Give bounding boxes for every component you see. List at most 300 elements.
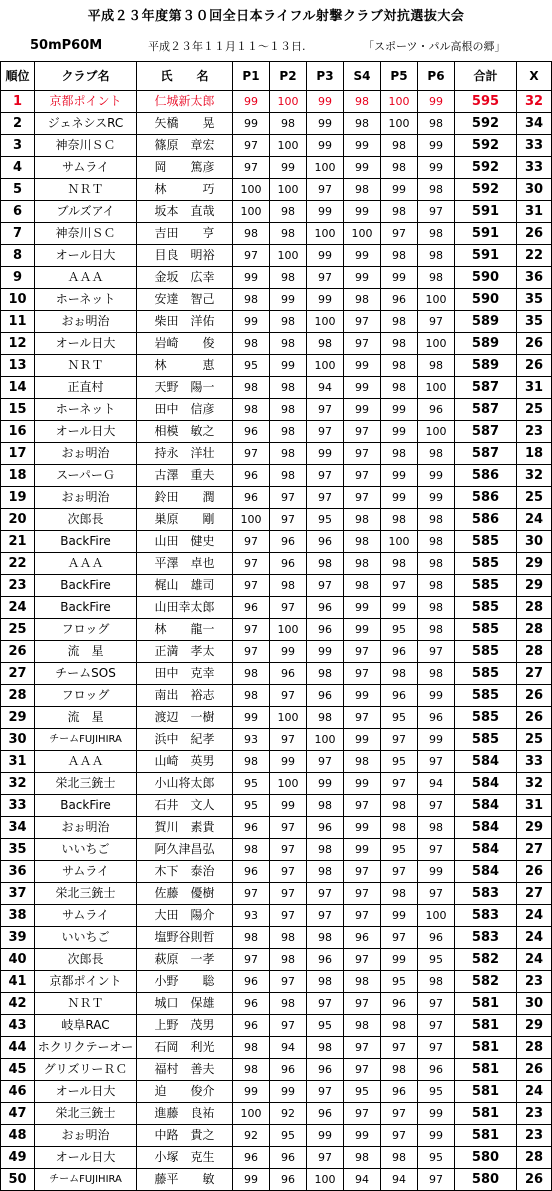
p3-score-cell: 96	[307, 1059, 344, 1081]
p6-score-cell: 94	[418, 773, 455, 795]
p2-score-cell: 98	[270, 927, 307, 949]
p6-score-cell: 98	[418, 531, 455, 553]
p6-score-cell: 99	[418, 1125, 455, 1147]
p5-score-cell: 100	[381, 531, 418, 553]
total-score-cell: 589	[455, 333, 517, 355]
s4-score-cell: 99	[344, 597, 381, 619]
total-score-cell: 591	[455, 223, 517, 245]
x-count-cell: 25	[517, 487, 552, 509]
p1-score-cell: 97	[233, 245, 270, 267]
p5-score-cell: 96	[381, 1081, 418, 1103]
s4-score-cell: 99	[344, 355, 381, 377]
p6-score-cell: 100	[418, 333, 455, 355]
total-score-cell: 587	[455, 443, 517, 465]
club-cell: ＮＲＴ	[35, 993, 137, 1015]
club-cell: オール日大	[35, 1147, 137, 1169]
rank-cell: 23	[1, 575, 35, 597]
p5-score-cell: 99	[381, 179, 418, 201]
total-score-cell: 585	[455, 729, 517, 751]
p5-score-cell: 97	[381, 773, 418, 795]
s4-score-cell: 97	[344, 311, 381, 333]
header-p3: P3	[307, 62, 344, 91]
total-score-cell: 592	[455, 135, 517, 157]
p2-score-cell: 97	[270, 817, 307, 839]
rank-cell: 19	[1, 487, 35, 509]
p1-score-cell: 95	[233, 773, 270, 795]
p5-score-cell: 98	[381, 553, 418, 575]
x-count-cell: 26	[517, 355, 552, 377]
s4-score-cell: 98	[344, 509, 381, 531]
p2-score-cell: 97	[270, 861, 307, 883]
s4-score-cell: 97	[344, 641, 381, 663]
s4-score-cell: 97	[344, 883, 381, 905]
rank-cell: 11	[1, 311, 35, 333]
p3-score-cell: 98	[307, 663, 344, 685]
p1-score-cell: 98	[233, 1037, 270, 1059]
rank-cell: 14	[1, 377, 35, 399]
event-name: 50mP60M	[30, 38, 103, 53]
x-count-cell: 23	[517, 1125, 552, 1147]
table-row	[1, 773, 552, 795]
rank-cell: 2	[1, 113, 35, 135]
p3-score-cell: 96	[307, 597, 344, 619]
p6-score-cell: 97	[418, 993, 455, 1015]
p6-score-cell: 96	[418, 927, 455, 949]
p2-score-cell: 97	[270, 729, 307, 751]
club-cell: 流 星	[35, 707, 137, 729]
p5-score-cell: 98	[381, 817, 418, 839]
shooter-name-cell: 相模 敏之	[137, 421, 233, 443]
shooter-name-cell: 上野 茂男	[137, 1015, 233, 1037]
p6-score-cell: 98	[418, 179, 455, 201]
p1-score-cell: 96	[233, 1147, 270, 1169]
p5-score-cell: 98	[381, 509, 418, 531]
p3-score-cell: 99	[307, 773, 344, 795]
p1-score-cell: 99	[233, 113, 270, 135]
table-row	[1, 927, 552, 949]
p2-score-cell: 97	[270, 1015, 307, 1037]
shooter-name-cell: 持永 洋壮	[137, 443, 233, 465]
x-count-cell: 32	[517, 465, 552, 487]
p6-score-cell: 98	[418, 663, 455, 685]
p3-score-cell: 98	[307, 971, 344, 993]
p1-score-cell: 96	[233, 1015, 270, 1037]
p5-score-cell: 98	[381, 1147, 418, 1169]
p2-score-cell: 98	[270, 311, 307, 333]
p3-score-cell: 100	[307, 729, 344, 751]
club-cell: チームFUJIHIRA	[35, 1169, 137, 1191]
p3-score-cell: 99	[307, 91, 344, 113]
club-cell: いいちご	[35, 839, 137, 861]
s4-score-cell: 99	[344, 201, 381, 223]
shooter-name-cell: 吉田 亨	[137, 223, 233, 245]
p2-score-cell: 100	[270, 91, 307, 113]
s4-score-cell: 99	[344, 135, 381, 157]
header-p6: P6	[418, 62, 455, 91]
club-cell: おぉ明治	[35, 487, 137, 509]
p5-score-cell: 98	[381, 663, 418, 685]
p3-score-cell: 94	[307, 377, 344, 399]
x-count-cell: 26	[517, 685, 552, 707]
shooter-name-cell: 岩崎 俊	[137, 333, 233, 355]
p3-score-cell: 98	[307, 553, 344, 575]
p2-score-cell: 98	[270, 113, 307, 135]
p3-score-cell: 97	[307, 487, 344, 509]
s4-score-cell: 97	[344, 443, 381, 465]
p6-score-cell: 98	[418, 817, 455, 839]
s4-score-cell: 98	[344, 531, 381, 553]
p2-score-cell: 98	[270, 949, 307, 971]
p2-score-cell: 100	[270, 135, 307, 157]
x-count-cell: 23	[517, 421, 552, 443]
header-s4: S4	[344, 62, 381, 91]
table-row	[1, 179, 552, 201]
p1-score-cell: 100	[233, 179, 270, 201]
shooter-name-cell: 天野 陽一	[137, 377, 233, 399]
shooter-name-cell: 田中 克幸	[137, 663, 233, 685]
p1-score-cell: 99	[233, 707, 270, 729]
p2-score-cell: 99	[270, 641, 307, 663]
p6-score-cell: 98	[418, 245, 455, 267]
club-cell: BackFire	[35, 597, 137, 619]
club-cell: おぉ明治	[35, 311, 137, 333]
p2-score-cell: 100	[270, 773, 307, 795]
s4-score-cell: 99	[344, 839, 381, 861]
x-count-cell: 26	[517, 333, 552, 355]
p2-score-cell: 100	[270, 245, 307, 267]
shooter-name-cell: 塩野谷則哲	[137, 927, 233, 949]
club-cell: おぉ明治	[35, 1125, 137, 1147]
p3-score-cell: 100	[307, 311, 344, 333]
s4-score-cell: 98	[344, 971, 381, 993]
shooter-name-cell: 萩原 一孝	[137, 949, 233, 971]
x-count-cell: 28	[517, 1147, 552, 1169]
x-count-cell: 29	[517, 817, 552, 839]
x-count-cell: 30	[517, 993, 552, 1015]
total-score-cell: 581	[455, 1081, 517, 1103]
header-club: クラブ名	[35, 62, 137, 91]
p2-score-cell: 99	[270, 795, 307, 817]
table-row	[1, 729, 552, 751]
club-cell: フロッグ	[35, 619, 137, 641]
p6-score-cell: 98	[418, 355, 455, 377]
p6-score-cell: 98	[418, 971, 455, 993]
p1-score-cell: 98	[233, 685, 270, 707]
s4-score-cell: 99	[344, 399, 381, 421]
club-cell: ホーネット	[35, 399, 137, 421]
shooter-name-cell: 小山将太郎	[137, 773, 233, 795]
table-row	[1, 1147, 552, 1169]
p5-score-cell: 97	[381, 927, 418, 949]
rank-cell: 31	[1, 751, 35, 773]
p5-score-cell: 99	[381, 905, 418, 927]
p1-score-cell: 99	[233, 1169, 270, 1191]
p5-score-cell: 97	[381, 1125, 418, 1147]
total-score-cell: 582	[455, 949, 517, 971]
p1-score-cell: 98	[233, 927, 270, 949]
p1-score-cell: 97	[233, 883, 270, 905]
shooter-name-cell: 平澤 卓也	[137, 553, 233, 575]
p3-score-cell: 99	[307, 245, 344, 267]
p2-score-cell: 100	[270, 619, 307, 641]
p6-score-cell: 97	[418, 1169, 455, 1191]
shooter-name-cell: 南出 裕志	[137, 685, 233, 707]
p5-score-cell: 98	[381, 1015, 418, 1037]
total-score-cell: 585	[455, 531, 517, 553]
table-row	[1, 465, 552, 487]
p6-score-cell: 97	[418, 1037, 455, 1059]
table-row	[1, 487, 552, 509]
p6-score-cell: 99	[418, 465, 455, 487]
rank-cell: 37	[1, 883, 35, 905]
s4-score-cell: 99	[344, 157, 381, 179]
rank-cell: 15	[1, 399, 35, 421]
total-score-cell: 585	[455, 575, 517, 597]
rank-cell: 29	[1, 707, 35, 729]
p5-score-cell: 98	[381, 135, 418, 157]
table-row	[1, 333, 552, 355]
p6-score-cell: 98	[418, 597, 455, 619]
x-count-cell: 25	[517, 399, 552, 421]
p1-score-cell: 96	[233, 861, 270, 883]
shooter-name-cell: 浜中 紀孝	[137, 729, 233, 751]
club-cell: BackFire	[35, 795, 137, 817]
s4-score-cell: 99	[344, 729, 381, 751]
table-row	[1, 795, 552, 817]
table-row	[1, 201, 552, 223]
table-row	[1, 817, 552, 839]
club-cell: 栄北三銃士	[35, 1103, 137, 1125]
p3-score-cell: 99	[307, 113, 344, 135]
club-cell: 次郎長	[35, 509, 137, 531]
p2-score-cell: 98	[270, 223, 307, 245]
total-score-cell: 587	[455, 399, 517, 421]
shooter-name-cell: 賀川 素貴	[137, 817, 233, 839]
rank-cell: 38	[1, 905, 35, 927]
shooter-name-cell: 金坂 広幸	[137, 267, 233, 289]
x-count-cell: 29	[517, 575, 552, 597]
club-cell: 岐阜RAC	[35, 1015, 137, 1037]
p1-score-cell: 98	[233, 1059, 270, 1081]
total-score-cell: 582	[455, 971, 517, 993]
x-count-cell: 25	[517, 729, 552, 751]
total-score-cell: 586	[455, 465, 517, 487]
s4-score-cell: 98	[344, 289, 381, 311]
p1-score-cell: 92	[233, 1125, 270, 1147]
club-cell: 神奈川ＳＣ	[35, 135, 137, 157]
x-count-cell: 27	[517, 663, 552, 685]
p1-score-cell: 95	[233, 795, 270, 817]
p6-score-cell: 95	[418, 1081, 455, 1103]
club-cell: ジェネシスRC	[35, 113, 137, 135]
p5-score-cell: 97	[381, 1037, 418, 1059]
x-count-cell: 24	[517, 905, 552, 927]
table-row	[1, 289, 552, 311]
p5-score-cell: 99	[381, 399, 418, 421]
rank-cell: 26	[1, 641, 35, 663]
table-row	[1, 245, 552, 267]
x-count-cell: 24	[517, 1081, 552, 1103]
p3-score-cell: 97	[307, 421, 344, 443]
p1-score-cell: 93	[233, 729, 270, 751]
s4-score-cell: 99	[344, 267, 381, 289]
rank-cell: 18	[1, 465, 35, 487]
p5-score-cell: 98	[381, 201, 418, 223]
s4-score-cell: 98	[344, 1147, 381, 1169]
p5-score-cell: 97	[381, 223, 418, 245]
club-cell: いいちご	[35, 927, 137, 949]
rank-cell: 43	[1, 1015, 35, 1037]
s4-score-cell: 97	[344, 905, 381, 927]
table-row	[1, 839, 552, 861]
p2-score-cell: 98	[270, 575, 307, 597]
table-row	[1, 993, 552, 1015]
p6-score-cell: 99	[418, 685, 455, 707]
header-row	[1, 62, 552, 91]
club-cell: 京都ポイント	[35, 91, 137, 113]
total-score-cell: 581	[455, 993, 517, 1015]
p2-score-cell: 97	[270, 971, 307, 993]
x-count-cell: 29	[517, 1015, 552, 1037]
table-row	[1, 685, 552, 707]
rank-cell: 33	[1, 795, 35, 817]
p1-score-cell: 99	[233, 267, 270, 289]
shooter-name-cell: 目良 明裕	[137, 245, 233, 267]
total-score-cell: 585	[455, 707, 517, 729]
p2-score-cell: 98	[270, 993, 307, 1015]
rank-cell: 40	[1, 949, 35, 971]
p3-score-cell: 97	[307, 267, 344, 289]
total-score-cell: 590	[455, 289, 517, 311]
table-row	[1, 1059, 552, 1081]
total-score-cell: 585	[455, 641, 517, 663]
club-cell: 栄北三銃士	[35, 773, 137, 795]
s4-score-cell: 97	[344, 333, 381, 355]
total-score-cell: 584	[455, 751, 517, 773]
p1-score-cell: 97	[233, 531, 270, 553]
x-count-cell: 28	[517, 619, 552, 641]
p3-score-cell: 97	[307, 883, 344, 905]
rank-cell: 30	[1, 729, 35, 751]
s4-score-cell: 97	[344, 465, 381, 487]
s4-score-cell: 100	[344, 223, 381, 245]
p3-score-cell: 98	[307, 839, 344, 861]
total-score-cell: 581	[455, 1015, 517, 1037]
rank-cell: 27	[1, 663, 35, 685]
table-row	[1, 575, 552, 597]
total-score-cell: 592	[455, 113, 517, 135]
p5-score-cell: 97	[381, 575, 418, 597]
x-count-cell: 26	[517, 1169, 552, 1191]
x-count-cell: 26	[517, 861, 552, 883]
p1-score-cell: 98	[233, 663, 270, 685]
results-table	[0, 61, 552, 1191]
total-score-cell: 589	[455, 311, 517, 333]
s4-score-cell: 98	[344, 751, 381, 773]
shooter-name-cell: 藤平 敏	[137, 1169, 233, 1191]
total-score-cell: 585	[455, 663, 517, 685]
rank-cell: 3	[1, 135, 35, 157]
x-count-cell: 18	[517, 443, 552, 465]
p2-score-cell: 98	[270, 201, 307, 223]
s4-score-cell: 99	[344, 1125, 381, 1147]
p6-score-cell: 100	[418, 289, 455, 311]
p6-score-cell: 99	[418, 91, 455, 113]
shooter-name-cell: 古澤 重夫	[137, 465, 233, 487]
rank-cell: 42	[1, 993, 35, 1015]
table-row	[1, 311, 552, 333]
shooter-name-cell: 仁城新太郎	[137, 91, 233, 113]
p3-score-cell: 99	[307, 1125, 344, 1147]
table-row	[1, 619, 552, 641]
x-count-cell: 26	[517, 1059, 552, 1081]
s4-score-cell: 99	[344, 817, 381, 839]
total-score-cell: 591	[455, 201, 517, 223]
total-score-cell: 584	[455, 773, 517, 795]
total-score-cell: 583	[455, 927, 517, 949]
s4-score-cell: 95	[344, 1081, 381, 1103]
club-cell: グリズリーＲＣ	[35, 1059, 137, 1081]
x-count-cell: 26	[517, 707, 552, 729]
total-score-cell: 581	[455, 1125, 517, 1147]
p3-score-cell: 97	[307, 179, 344, 201]
shooter-name-cell: 木下 泰治	[137, 861, 233, 883]
table-row	[1, 707, 552, 729]
club-cell: チームSOS	[35, 663, 137, 685]
p5-score-cell: 100	[381, 113, 418, 135]
club-cell: ブルズアイ	[35, 201, 137, 223]
shooter-name-cell: 梶山 雄司	[137, 575, 233, 597]
s4-score-cell: 98	[344, 553, 381, 575]
p2-score-cell: 94	[270, 1037, 307, 1059]
shooter-name-cell: 田中 信彦	[137, 399, 233, 421]
p2-score-cell: 96	[270, 1147, 307, 1169]
p5-score-cell: 95	[381, 619, 418, 641]
p6-score-cell: 97	[418, 751, 455, 773]
p1-score-cell: 93	[233, 905, 270, 927]
x-count-cell: 35	[517, 289, 552, 311]
p5-score-cell: 98	[381, 157, 418, 179]
p1-score-cell: 96	[233, 421, 270, 443]
s4-score-cell: 97	[344, 861, 381, 883]
p6-score-cell: 99	[418, 135, 455, 157]
p2-score-cell: 97	[270, 487, 307, 509]
p3-score-cell: 97	[307, 399, 344, 421]
club-cell: 神奈川ＳＣ	[35, 223, 137, 245]
p3-score-cell: 97	[307, 993, 344, 1015]
table-row	[1, 509, 552, 531]
rank-cell: 28	[1, 685, 35, 707]
p1-score-cell: 97	[233, 575, 270, 597]
p2-score-cell: 98	[270, 399, 307, 421]
x-count-cell: 34	[517, 113, 552, 135]
club-cell: フロッグ	[35, 685, 137, 707]
p5-score-cell: 99	[381, 465, 418, 487]
table-row	[1, 949, 552, 971]
table-row	[1, 597, 552, 619]
p2-score-cell: 98	[270, 443, 307, 465]
p3-score-cell: 98	[307, 861, 344, 883]
total-score-cell: 581	[455, 1103, 517, 1125]
s4-score-cell: 97	[344, 993, 381, 1015]
s4-score-cell: 98	[344, 179, 381, 201]
p3-score-cell: 100	[307, 355, 344, 377]
total-score-cell: 591	[455, 245, 517, 267]
s4-score-cell: 98	[344, 575, 381, 597]
p5-score-cell: 99	[381, 421, 418, 443]
rank-cell: 49	[1, 1147, 35, 1169]
p3-score-cell: 99	[307, 135, 344, 157]
